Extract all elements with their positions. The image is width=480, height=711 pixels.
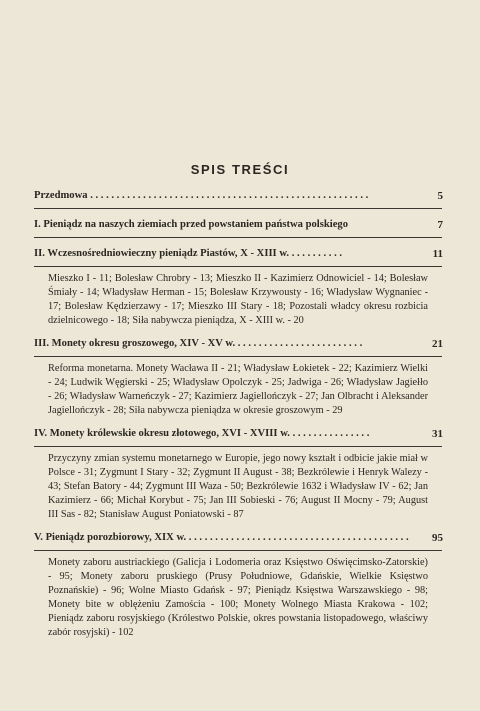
toc-page-number: 7 [437,219,443,231]
toc-leader: . . . . . . . . . . . . . . . . . . . . . . . . . . . . . . . . . . . . . . . . . . . . . . . . . . . . . [87,190,369,201]
toc-label: I. Pieniądz na naszych ziemiach przed powstaniem państwa polskiego [34,219,349,230]
toc-label: V. Pieniądz porozbiorowy, XIX w. [34,532,187,543]
toc-entry-chapter-4[interactable] [34,428,442,446]
divider [34,550,442,551]
toc-leader: . . . . . . . . . . . . . . . [289,428,370,439]
divider [34,446,442,447]
page-title: SPIS TREŚCI [190,162,290,177]
toc-subentries: Przyczyny zmian systemu monetarnego w Europie, jego nowy kształt i odbicie jakie miał w Polsce - 31; Zygmunt I Stary - 32; Zygmunt II August - 38; Bezkrólewie i Henryk Walezy - 43; Stefan Batory - 44; Zygmunt III Waza - 50; Bezkrólewie 1632 i Władysław IV - 62; Jan Kazimierz - 66; Michał Korybut - 75; Jan III Sobieski - 76; August II Mocny - 79; August III Sas - 82; Stanisław August Poniatowski - 87 [48,453,428,520]
toc-entry-przedmowa[interactable] [34,190,442,208]
toc-leader: . . . . . . . . . . . . . . . . . . . . . . . . [235,338,363,349]
toc-entry-chapter-2[interactable] [34,248,442,266]
toc-entry-chapter-5[interactable] [34,532,442,550]
toc-label: III. Monety okresu groszowego, XIV - XV w. [34,338,236,349]
toc-leader: . . . . . . . . . . . . . . . . . . . . . . . . . . . . . . . . . . . . . . . . . . [186,532,409,543]
toc-entry-chapter-1[interactable] [34,219,442,237]
toc-entry-chapter-3[interactable] [34,338,442,356]
toc-label: II. Wczesnośredniowieczny pieniądz Piastów, X - XIII w. [34,248,290,259]
divider [34,356,442,357]
toc-page-number: 5 [437,190,443,202]
toc-page-number: 21 [432,338,443,350]
toc-subentries: Mieszko I - 11; Bolesław Chrobry - 13; Mieszko II - Kazimierz Odnowiciel - 14; Bolesław Śmiały - 14; Władysław Herman - 15; Bolesław Krzywousty - 16; Władysław Wygnaniec - 17; Bolesław Kędzierzawy - 17; Mieszko III Stary - 18; Pozostali władcy okresu rozbicia dzielnicowego - 18; Siła nabywcza pieniądza, X - XIII w. - 20 [48,273,428,326]
toc-subentries: Monety zaboru austriackiego (Galicja i Lodomeria oraz Księstwo Oświęcimsko-Zatorskie) - 95; Monety zaboru pruskiego (Prusy Południowe, Gdańskie, Wielkie Księstwo Poznańskie) - 96; Wolne Miasto Gdańsk - 97; Pieniądz Księstwa Warszawskiego - 98; Monety bite w oblężeniu Zamościa - 100; Monety Wolnego Miasta Krakowa - 102; Pieniądz zaboru rosyjskiego (Królestwo Polskie, okres powstania listopadowego, właściwy zabór rosyjski) - 102 [48,557,428,638]
show-through-text [250,96,470,156]
divider [34,266,442,267]
toc-label: Przedmowa [34,190,88,201]
toc-page-number: 31 [432,428,443,440]
table-of-contents [34,190,442,640]
toc-page-number: 11 [432,248,443,260]
toc-subentries: Reforma monetarna. Monety Wacława II - 21; Władysław Łokietek - 22; Kazimierz Wielki - 24; Ludwik Węgierski - 25; Władysław Opolczyk - 25; Jadwiga - 26; Władysław Jagiełło - 26; Władysław Warneńczyk - 27; Kazimierz Jagiellończyk - 27; Jan Olbracht i Aleksander Jagiellończyk - 28; Siła nabywcza pieniądza w okresie groszowym - 29 [48,363,428,416]
toc-leader: . . . . . . . . . . [289,248,343,259]
toc-page-number: 95 [432,532,443,544]
toc-label: IV. Monety królewskie okresu złotowego, XVI - XVIII w. [34,428,290,439]
